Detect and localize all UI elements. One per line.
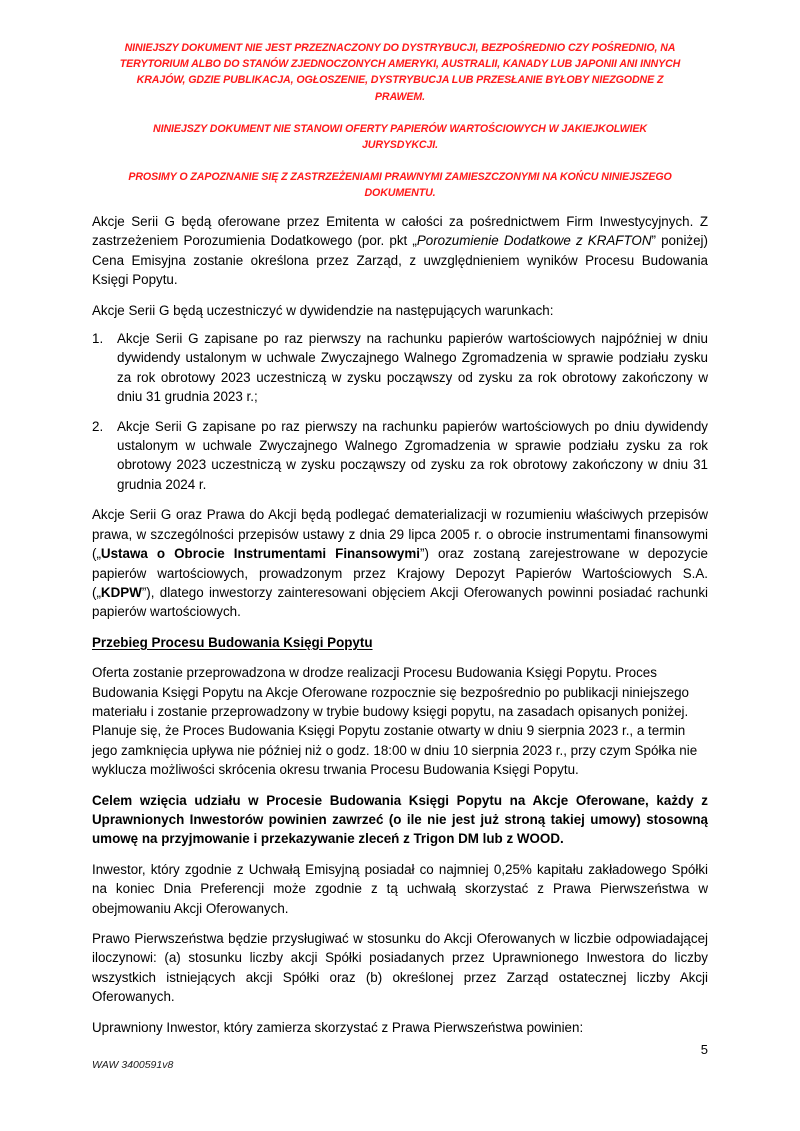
paragraph-text-part-2: ”) oraz zostaną zarejestrowane w depozycie papierów wartościowych, prowadzonym przez Krajowy Depozyt Papierów Wartościowych S.A. („ [92, 546, 708, 600]
list-item: Akcje Serii G zapisane po raz pierwszy na rachunku papierów wartościowych po dniu dywidendy ustalonym w uchwale Zwyczajnego Walnego Zgromadzenia w sprawie podziału zysku za rok obrotowy 2023 uczestniczą w zysku począwszy od zysku za rok obrotowy zakończony w dniu 31 grudnia 2024 r. [117, 418, 708, 492]
paragraph-preference-right-steps-intro: Uprawniony Inwestor, który zamierza skorzystać z Prawa Pierwszeństwa powinien: [92, 1019, 584, 1035]
paragraph-text-prefix: Akcje Serii G będą oferowane przez Emitenta w całości za pośrednictwem Firm Inwestycyjnych. Z zastrzeżeniem Porozumienia Dodatkowego (por. pkt „ [92, 214, 708, 249]
italic-term-porozumienie-dodatkowe: Porozumienie Dodatkowe z KRAFTON [416, 233, 652, 249]
disclaimer-paragraph-distribution: NINIEJSZY DOKUMENT NIE JEST PRZEZNACZONY DO DYSTRYBUCJI, BEZPOŚREDNIO CZY POŚREDNIO, NA TERYTORIUM ALBO DO STANÓW ZJEDNOCZONYCH AMERYKI, AUSTRALII, KANADY LUB JAPONII ANI INNYCH KRAJÓW, GDZIE PUBLIKACJA, OGŁOSZENIE, DYSTRYBUCJA LUB PRZESŁANIE BYŁOBY NIEZGODNE Z PRAWEM. [119, 42, 681, 103]
paragraph-preference-right-eligibility: Inwestor, który zgodnie z Uchwałą Emisyjną posiadał co najmniej 0,25% kapitału zakładowego Spółki na koniec Dnia Preferencji może zgodnie z tą uchwałą skorzystać z Prawa Pierwszeństwa w obejmowaniu Akcji Oferowanych. [92, 861, 708, 916]
document-body [92, 212, 708, 1048]
paragraph-dividend-intro: Akcje Serii G będą uczestniczyć w dywidendzie na następujących warunkach: [92, 302, 554, 318]
paragraph-participation-requirement: Celem wzięcia udziału w Procesie Budowania Księgi Popytu na Akcje Oferowane, każdy z Uprawnionych Inwestorów powinien zawrzeć (o ile nie jest już stroną takiej umowy) stosowną umowę na przyjmowanie i przekazywanie zleceń z Trigon DM lub z WOOD. [92, 792, 708, 847]
disclaimer-paragraph-read-legal-notes: PROSIMY O ZAPOZNANIE SIĘ Z ZASTRZEŻENIAMI PRAWNYMI ZAMIESZCZONYMI NA KOŃCU NINIEJSZEGO DOKUMENTU. [128, 171, 672, 200]
page-number: 5 [700, 1042, 708, 1057]
paragraph-preference-right-calculation: Prawo Pierwszeństwa będzie przysługiwać w stosunku do Akcji Oferowanych w liczbie odpowiadającej iloczynowi: (a) stosunku liczby akcji Spółki posiadanych przez Uprawnionego Inwestora do liczby wszystkich istniejących akcji Spółki oraz (b) określonej przez Zarząd ostatecznej liczby Akcji Oferowanych. [92, 931, 708, 1005]
dividend-conditions-list [92, 329, 708, 494]
bold-term-ustawa-o-obrocie: Ustawa o Obrocie Instrumentami Finansowymi [100, 546, 420, 562]
paragraph-text-suffix: ” poniżej) Cena Emisyjna zostanie określona przez Zarząd, z uwzględnieniem wyników Procesu Budowania Księgi Popytu. [92, 233, 708, 288]
paragraph-text-part-1: Akcje Serii G oraz Prawa do Akcji będą podlegać dematerializacji w rozumieniu właściwych przepisów prawa, w szczególności przepisów ustawy z dnia 29 lipca 2005 r. o obrocie instrumentami finansowymi („ [92, 507, 708, 562]
footer-document-reference: WAW 3400591v8 [92, 1059, 174, 1071]
paragraph-bookbuilding-schedule: Oferta zostanie przeprowadzona w drodze realizacji Procesu Budowania Księgi Popytu. Proces Budowania Księgi Popytu na Akcje Oferowane rozpocznie się bezpośrednio po publikacji niniejszego materiału i zostanie przeprowadzony w trybie budowy księgi popytu, na zasadach opisanych poniżej. Planuje się, że Proces Budowania Księgi Popytu zostanie otwarty w dniu 9 sierpnia 2023 r., a termin jego zamknięcia upływa nie później niż o godz. 18:00 w dniu 10 sierpnia 2023 r., przy czym Spółka nie wyklucza możliwości skrócenia okresu trwania Procesu Budowania Księgi Popytu. [92, 665, 698, 778]
legal-disclaimer-header [115, 40, 685, 202]
paragraph-text-part-3: ”), dlatego inwestorzy zainteresowani objęciem Akcji Oferowanych powinni posiadać rachunki papierów wartościowych. [92, 584, 708, 620]
bold-term-kdpw: KDPW [100, 584, 142, 600]
list-item: Akcje Serii G zapisane po raz pierwszy na rachunku papierów wartościowych najpóźniej w dniu dywidendy ustalonym w uchwale Zwyczajnego Walnego Zgromadzenia w sprawie podziału zysku za rok obrotowy 2023 uczestniczą w zysku począwszy od zysku za rok obrotowy zakończony w dniu 31 grudnia 2023 r.; [117, 331, 708, 405]
paragraph-series-g-offering [92, 212, 708, 290]
disclaimer-paragraph-no-offer: NINIEJSZY DOKUMENT NIE STANOWI OFERTY PAPIERÓW WARTOŚCIOWYCH W JAKIEJKOLWIEK JURYSDYKCJI. [153, 122, 647, 152]
section-heading-bookbuilding-process: Przebieg Procesu Budowania Księgi Popytu [92, 634, 373, 650]
paragraph-dematerialization [92, 505, 708, 621]
